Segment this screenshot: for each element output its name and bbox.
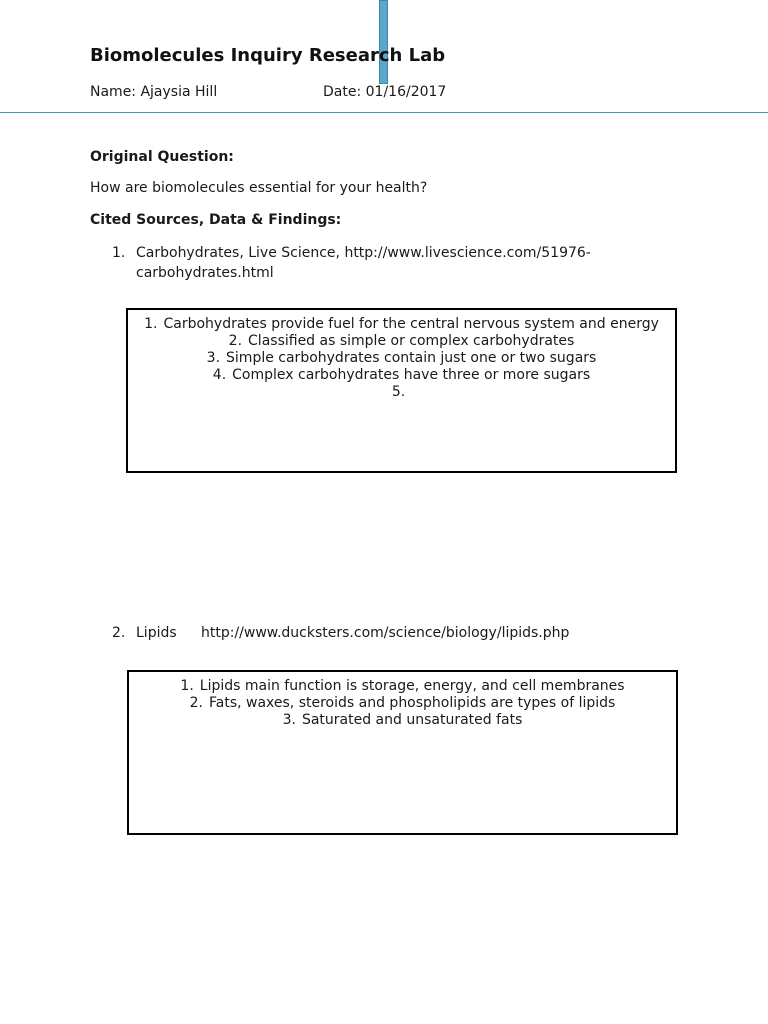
- findings-box-lipids: [127, 670, 678, 835]
- source-number: 1.: [112, 245, 126, 261]
- finding-item: 4. Complex carbohydrates have three or more sugars: [212, 367, 591, 383]
- finding-item: 3. Saturated and unsaturated fats: [282, 712, 523, 728]
- report-date: Date: 01/16/2017: [323, 84, 447, 100]
- finding-item: 1. Lipids main function is storage, energy, and cell membranes: [180, 678, 625, 694]
- source-citation-line: Carbohydrates, Live Science, http://www.livescience.com/51976-: [136, 245, 591, 261]
- original-question-text: How are biomolecules essential for your health?: [90, 180, 428, 196]
- margin-marker: [379, 0, 388, 84]
- finding-item: 2. Fats, waxes, steroids and phospholipids are types of lipids: [189, 695, 616, 711]
- finding-item: 5.: [391, 384, 406, 400]
- source-1: [112, 243, 632, 283]
- findings-box-carbohydrates: [126, 308, 677, 473]
- finding-item: 2. Classified as simple or complex carbohydrates: [228, 333, 575, 349]
- document-title: Biomolecules Inquiry Research Lab: [90, 45, 446, 66]
- source-name: Lipids: [136, 625, 177, 641]
- source-number: 2.: [112, 625, 126, 641]
- source-2: [112, 623, 632, 643]
- source-citation-line: carbohydrates.html: [136, 265, 274, 281]
- source-url: http://www.ducksters.com/science/biology/lipids.php: [201, 625, 570, 641]
- student-name: Name: Ajaysia Hill: [90, 84, 218, 100]
- original-question-heading: Original Question:: [90, 149, 234, 165]
- finding-item: 3. Simple carbohydrates contain just one or two sugars: [206, 350, 597, 366]
- header-divider: [0, 112, 768, 113]
- sources-heading: Cited Sources, Data & Findings:: [90, 212, 342, 228]
- finding-item: 1. Carbohydrates provide fuel for the central nervous system and energy: [144, 316, 659, 332]
